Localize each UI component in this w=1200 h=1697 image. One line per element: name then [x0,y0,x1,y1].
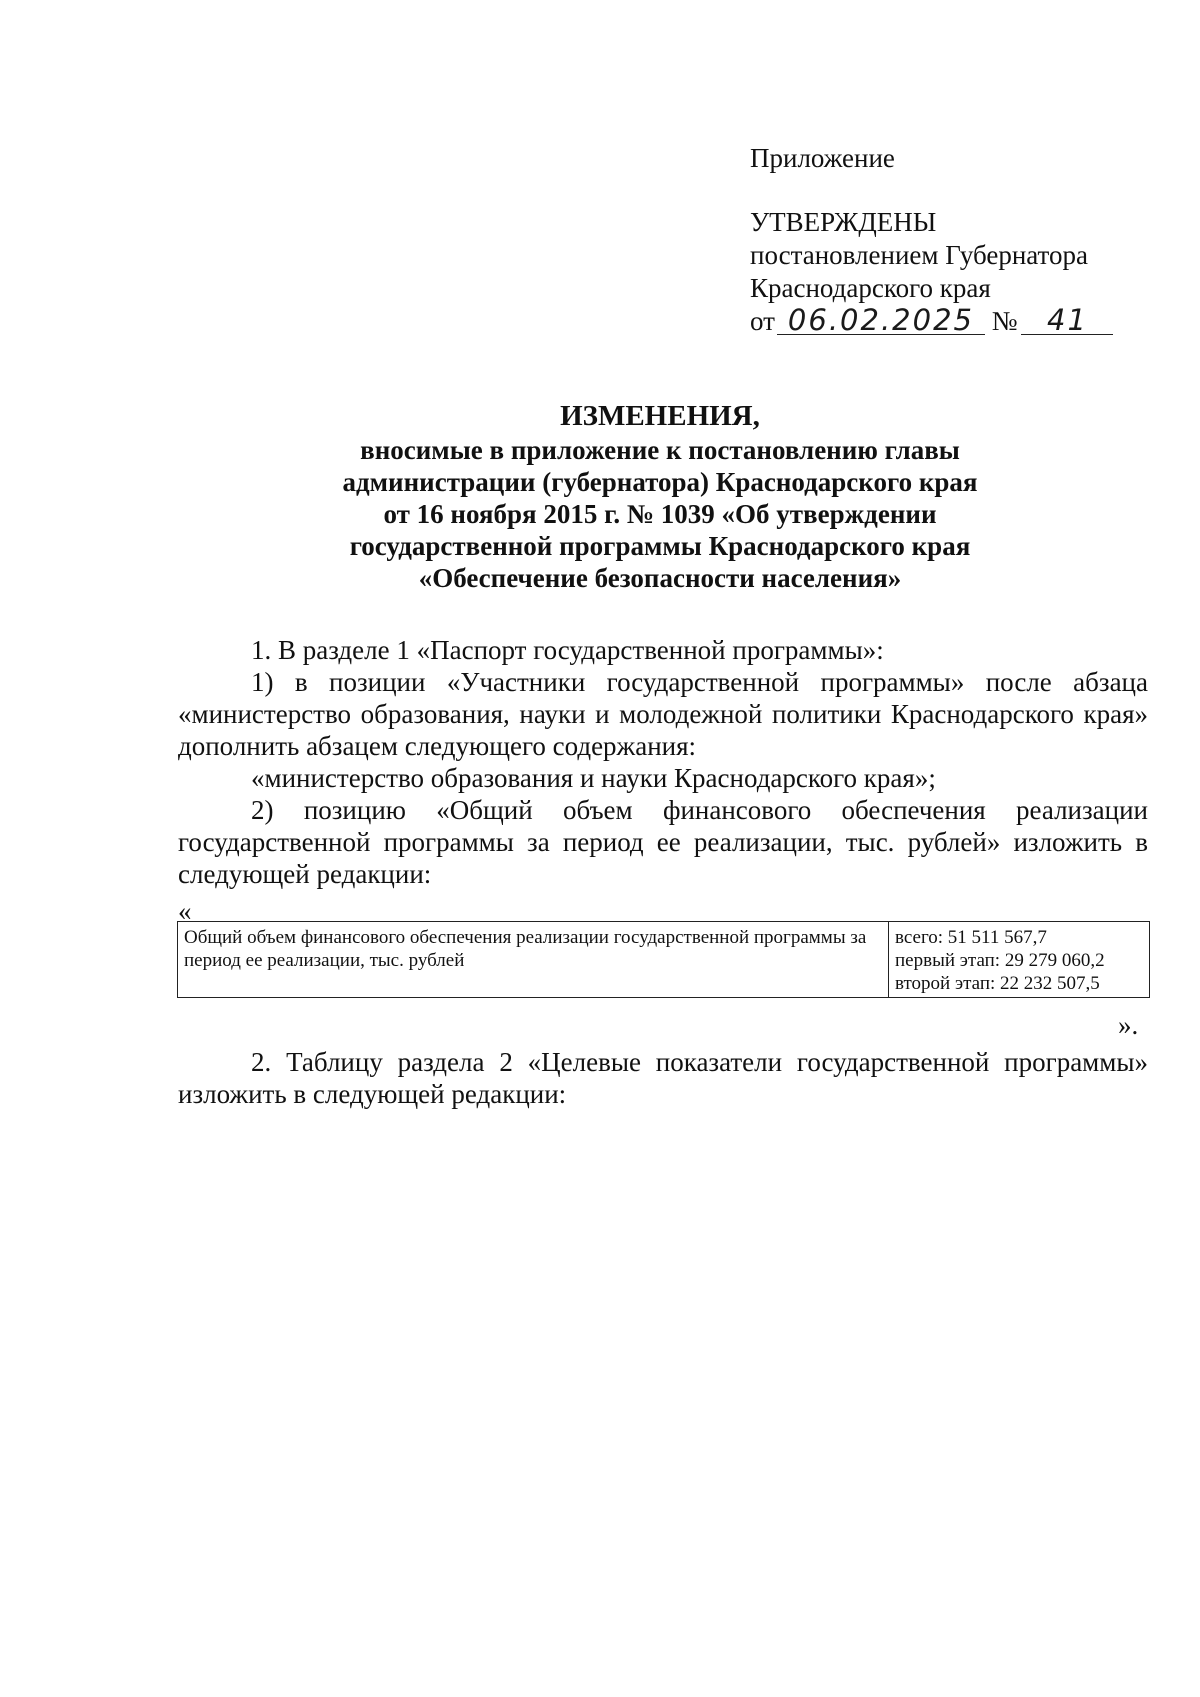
financing-table [177,921,1150,998]
paragraph: 2. Таблицу раздела 2 «Целевые показатели государственной программы» изложить в следующей редакции: [178,1047,1148,1109]
quote-close: ». [1118,1010,1139,1040]
approval-block [750,142,1113,338]
value-stage-2: второй этап: 22 232 507,5 [895,973,1100,994]
header-line: администрации (губернатора) Краснодарского края [342,467,978,497]
quote-open: « [178,896,192,926]
value-stage-1: первый этап: 29 279 060,2 [895,950,1105,971]
number-prefix: № [991,306,1018,336]
paragraph: 1. В разделе 1 «Паспорт государственной программы»: [251,635,884,665]
approval-date-line [750,305,1113,338]
body-section-1 [178,634,1148,890]
value-total: всего: 51 511 567,7 [895,927,1047,948]
appendix-label: Приложение [750,143,895,173]
date-prefix: от [750,306,775,336]
table-row [178,922,1150,998]
document-title: ИЗМЕНЕНИЯ, [560,400,760,432]
approval-line-1: постановлением Губернатора [750,240,1088,270]
header-line: государственной программы Краснодарского края [349,531,971,561]
document-header [170,400,1150,594]
header-line: вносимые в приложение к постановлению главы [360,435,960,465]
approval-line-2: Краснодарского края [750,273,991,303]
handwritten-number: 41 [1021,306,1113,335]
approved-label: УТВЕРЖДЕНЫ [750,207,937,237]
paragraph: 1) в позиции «Участники государственной программы» после абзаца «министерство образования, науки и молодежной политики Краснодарского края» дополнить абзацем следующего содержания: [178,667,1148,761]
paragraph: 2) позицию «Общий объем финансового обеспечения реализации государственной программы за период ее реализации, тыс. рублей» изложить в следующей редакции: [178,795,1148,889]
header-line: «Обеспечение безопасности населения» [418,563,902,593]
handwritten-date: 06.02.2025 [777,306,985,335]
paragraph: «министерство образования и науки Краснодарского края»; [251,763,936,793]
header-line: от 16 ноября 2015 г. № 1039 «Об утверждении [383,499,937,529]
body-section-2 [178,1046,1148,1110]
table-values-cell [889,922,1150,998]
table-label-cell: Общий объем финансового обеспечения реализации государственной программы за период ее реализации, тыс. рублей [178,922,889,998]
